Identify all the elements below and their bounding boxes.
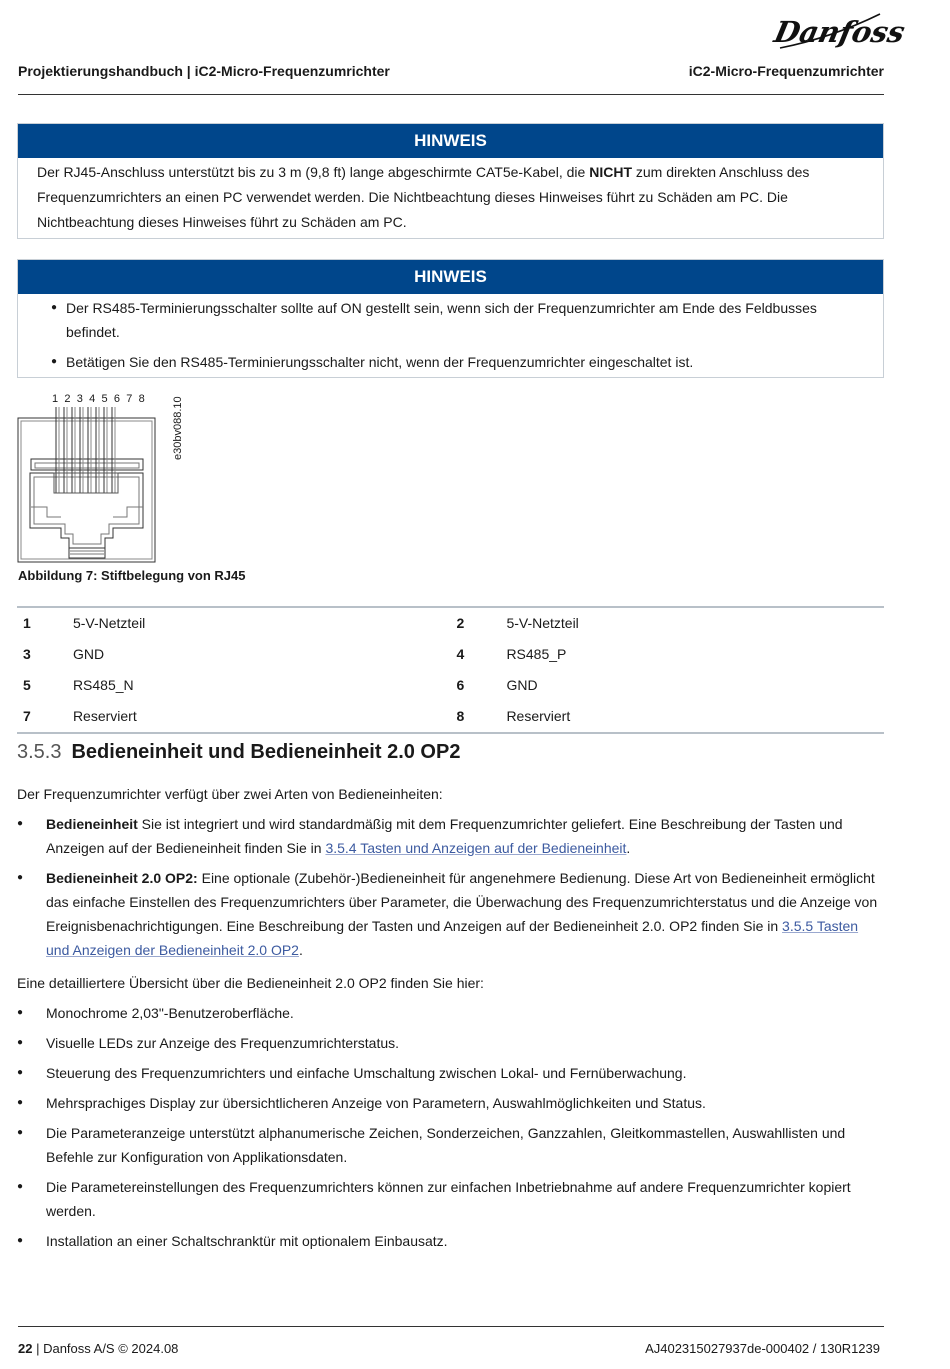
pin-number: 8 (456, 708, 465, 724)
list-item: ● Bedieneinheit Sie ist integriert und wird standardmäßig mit dem Frequenzumrichter geliefert. Eine Beschreibung der Tasten und Anzeigen auf der Bedieneinheit finden Sie in 3.5.4 Tasten und Anzeigen auf der Bedieneinheit. (17, 812, 884, 860)
notice-title: HINWEIS (18, 124, 883, 158)
footer-left: 22 | Danfoss A/S © 2024.08 (18, 1341, 179, 1356)
list-item: ● Steuerung des Frequenzumrichters und einfache Umschaltung zwischen Lokal- und Fernüberwachung. (17, 1061, 884, 1085)
table-row (17, 701, 884, 732)
section-title: Bedieneinheit und Bedieneinheit 2.0 OP2 (71, 741, 461, 763)
rj45-socket-diagram (17, 407, 157, 565)
list-item: ● Die Parameteranzeige unterstützt alphanumerische Zeichen, Sonderzeichen, Ganzzahlen, Gleitkommastellen, Auswahllisten und Befehle zur Konfiguration von Applikationsdaten. (17, 1121, 884, 1169)
notice-box-rj45 (17, 123, 884, 239)
pin-function: 5-V-Netzteil (506, 615, 579, 631)
section-intro: Der Frequenzumrichter verfügt über zwei Arten von Bedieneinheiten: (17, 786, 443, 802)
pin-function: 5-V-Netzteil (72, 615, 146, 631)
table-row (17, 608, 884, 639)
list-item: ● Betätigen Sie den RS485-Terminierungsschalter nicht, wenn der Frequenzumrichter eingeschaltet ist. (38, 350, 865, 374)
figure-pin-numbers: 1 2 3 4 5 6 7 8 (52, 393, 147, 405)
overview-list (17, 1001, 884, 1259)
pin-number: 6 (456, 677, 465, 693)
page-number: 22 (18, 1341, 33, 1356)
pin-function: GND (506, 677, 538, 693)
figure-caption: Abbildung 7: Stiftbelegung von RJ45 (18, 568, 246, 583)
list-item: ● Der RS485-Terminierungsschalter sollte auf ON gestellt sein, wenn sich der Frequenzumrichter am Ende des Feldbusses befindet. (38, 296, 865, 344)
danfoss-logo (771, 8, 909, 52)
pin-function: RS485_N (72, 677, 134, 693)
link-keys-and-displays-op2[interactable]: 3.5.5 Tasten und Anzeigen der Bedieneinheit 2.0 OP2 (46, 918, 859, 958)
notice-box-rs485 (17, 259, 884, 378)
list-item: ● Die Parametereinstellungen des Frequenzumrichters können zur einfachen Inbetriebnahme auf andere Frequenzumrichter kopiert werden. (17, 1175, 884, 1223)
pin-number: 3 (23, 646, 31, 662)
list-item: ● Mehrsprachiges Display zur übersichtlicheren Anzeige von Parametern, Auswahlmöglichkeiten und Status. (17, 1091, 884, 1115)
pin-function: Reserviert (72, 708, 137, 724)
notice-emphasis: NICHT (589, 164, 632, 180)
list-item: ● Installation an einer Schaltschranktür mit optionalem Einbausatz. (17, 1229, 884, 1253)
list-item: ● Monochrome 2,03"-Benutzeroberfläche. (17, 1001, 884, 1025)
footer-divider (18, 1326, 884, 1327)
pin-function: RS485_P (506, 646, 567, 662)
pin-number: 7 (23, 708, 31, 724)
list-item: ● Bedieneinheit 2.0 OP2: Eine optionale (Zubehör-)Bedieneinheit für angenehmere Bedienung. Diese Art von Bedieneinheit ermöglicht das einfache Einstellen des Frequenzumrichters über Parameter, die Überwachung des Frequenzumrichterstatus und die Anzeige von Ereignisbenachrichtigungen. Eine Beschreibung der Tasten und Anzeigen auf der Bedieneinheit 2.0. OP2 finden Sie in 3.5.5 Tasten und Anzeigen der Bedieneinheit 2.0 OP2. (17, 866, 884, 962)
pin-function: Reserviert (506, 708, 571, 724)
section-heading (17, 741, 460, 764)
table-row (17, 670, 884, 701)
list-item: ● Visuelle LEDs zur Anzeige des Frequenzumrichterstatus. (17, 1031, 884, 1055)
overview-intro: Eine detailliertere Übersicht über die Bedieneinheit 2.0 OP2 finden Sie hier: (17, 975, 484, 991)
pin-function: GND (72, 646, 105, 662)
notice-title: HINWEIS (18, 260, 883, 294)
pin-number: 1 (23, 615, 31, 631)
pin-assignment-table (17, 606, 884, 734)
section-number: 3.5.3 (17, 741, 62, 763)
pin-number: 4 (456, 646, 465, 662)
header-divider (18, 94, 884, 95)
table-row (17, 639, 884, 670)
footer-document-id: AJ402315027937de-000402 / 130R1239 (645, 1341, 880, 1356)
header-product-name: iC2-Micro-Frequenzumrichter (688, 63, 884, 79)
pin-number: 2 (456, 615, 465, 631)
pin-number: 5 (23, 677, 31, 693)
notice-bullet-list (38, 296, 865, 374)
notice-text: Der RJ45-Anschluss unterstützt bis zu 3 m (9,8 ft) lange abgeschirmte CAT5e-Kabel, die NICHT zum direkten Anschluss des Frequenzumrichters an einen PC verwendet werden. Die Nichtbeachtung dieses Hinweises führt zu Schäden am PC. Die Nichtbeachtung dieses Hinweises führt zu Schäden am PC. (37, 164, 810, 230)
figure-code: e30bv088.10 (172, 396, 184, 460)
link-keys-and-displays[interactable]: 3.5.4 Tasten und Anzeigen auf der Bedieneinheit (325, 840, 627, 856)
svg-text:Danfoss: Danfoss (771, 14, 909, 49)
operating-units-list (17, 812, 884, 968)
header-document-title: Projektierungshandbuch | iC2-Micro-Frequenzumrichter (18, 63, 390, 79)
